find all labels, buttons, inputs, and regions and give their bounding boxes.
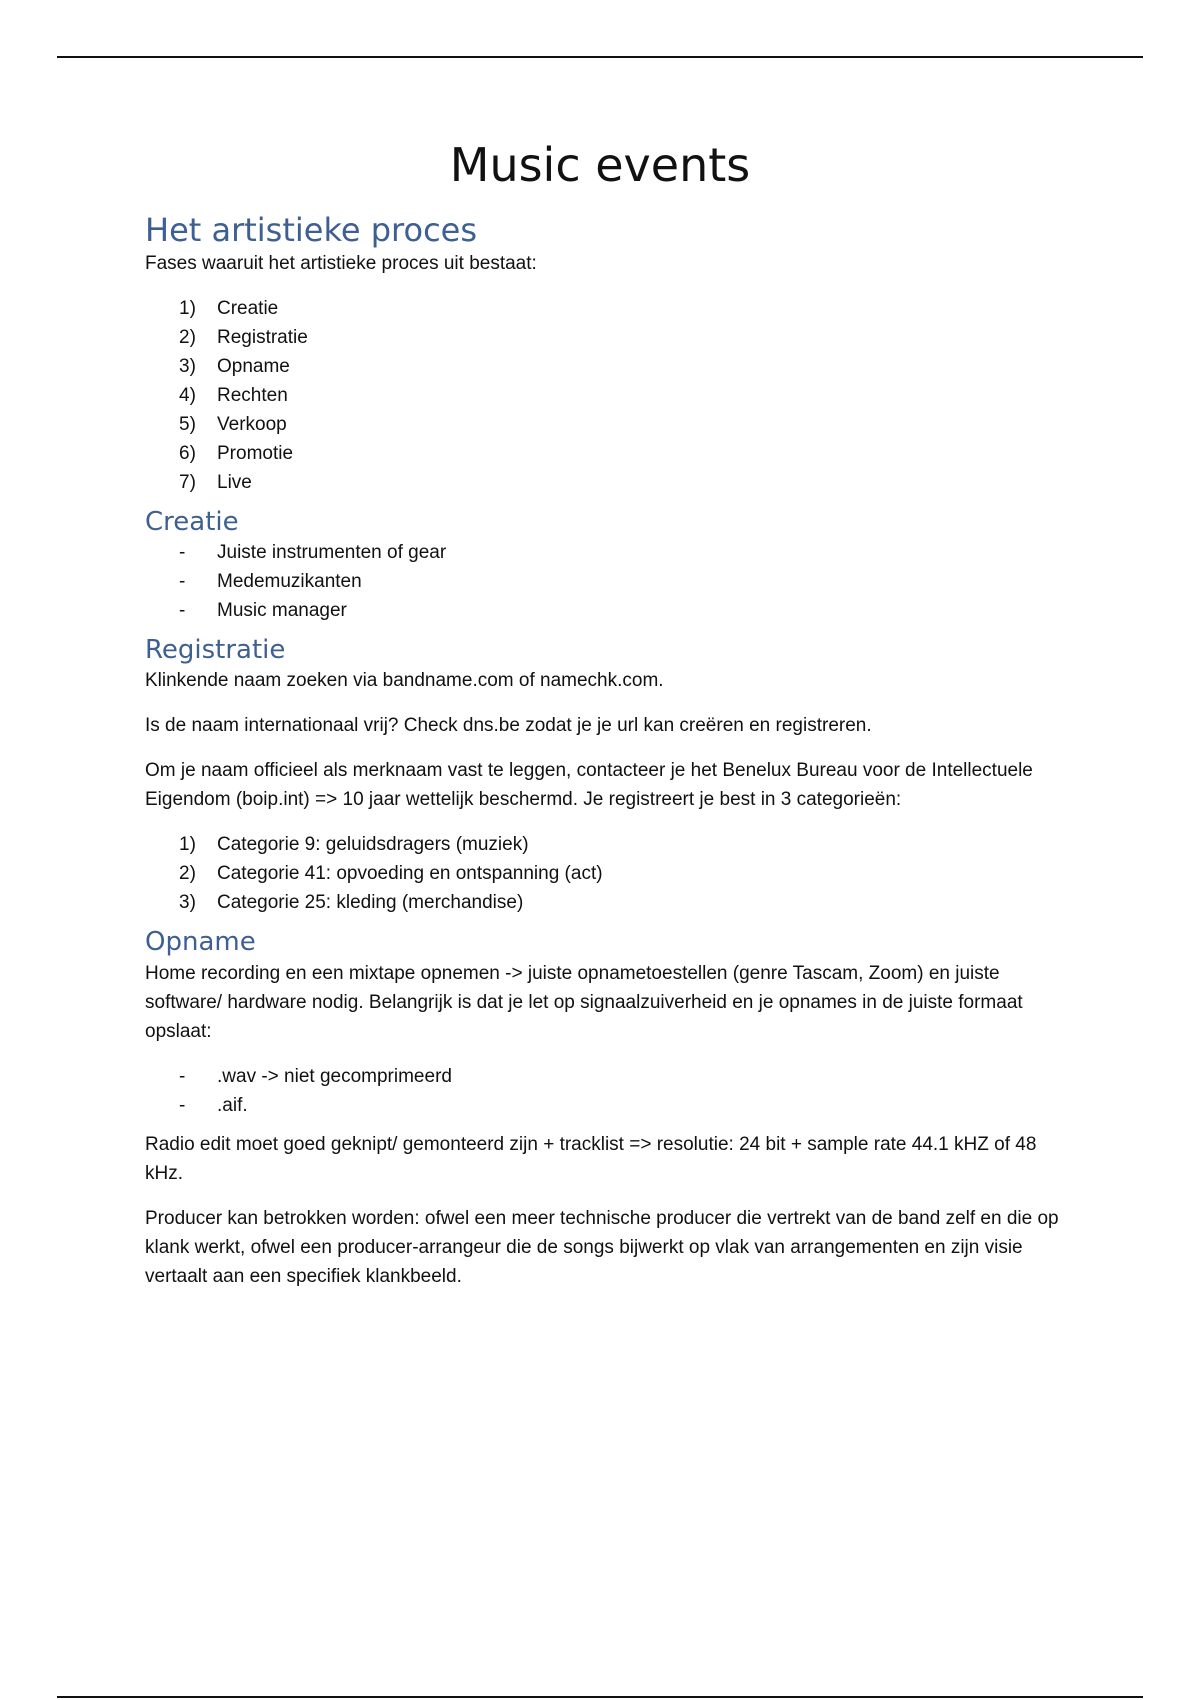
page-title: Music events <box>449 138 751 192</box>
list-item: 2) Categorie 41: opvoeding en ontspanning (act) <box>179 863 603 885</box>
footer-rule <box>57 1696 1143 1698</box>
list-item: 3) Categorie 25: kleding (merchandise) <box>179 892 524 914</box>
header-rule <box>57 56 1143 58</box>
list-item: - Juiste instrumenten of gear <box>179 542 447 564</box>
opname-paragraph: Producer kan betrokken worden: ofwel een meer technische producer die vertrekt van de band zelf en die op klank werkt, ofwel een producer-arrangeur die de songs bijwerkt op vlak van arrangementen en zijn visie vertaalt aan een specifiek klankbeeld. <box>145 1207 1059 1287</box>
heading-registratie: Registratie <box>145 635 286 666</box>
heading-artistieke-proces: Het artistieke proces <box>145 210 478 249</box>
document-body <box>145 140 1065 1307</box>
registratie-paragraph: Is de naam internationaal vrij? Check dns.be zodat je je url kan creëren en registreren. <box>145 715 872 737</box>
list-item: 5) Verkoop <box>179 413 287 435</box>
list-item: - .wav -> niet gecomprimeerd <box>179 1065 452 1087</box>
list-item: - Music manager <box>179 600 347 622</box>
list-item: 2) Registratie <box>179 326 308 348</box>
phases-list <box>145 294 1065 497</box>
list-item: 1) Categorie 9: geluidsdragers (muziek) <box>179 834 529 856</box>
opname-paragraph: Radio edit moet goed geknipt/ gemonteerd zijn + tracklist => resolutie: 24 bit + sample rate 44.1 kHZ of 48 kHz. <box>145 1133 1037 1184</box>
intro-text: Fases waaruit het artistieke proces uit bestaat: <box>145 252 537 274</box>
categories-list <box>145 830 1065 917</box>
list-item: 4) Rechten <box>179 384 288 406</box>
creatie-list <box>145 538 1065 625</box>
formats-list <box>145 1062 1065 1120</box>
opname-paragraph: Home recording en een mixtape opnemen -> juiste opnametoestellen (genre Tascam, Zoom) en juiste software/ hardware nodig. Belangrijk is dat je let op signaalzuiverheid en je opnames in de juiste formaat opslaat: <box>145 962 1023 1042</box>
list-item: 6) Promotie <box>179 442 294 464</box>
heading-opname: Opname <box>145 927 256 958</box>
list-item: - Medemuzikanten <box>179 571 362 593</box>
list-item: 7) Live <box>179 471 252 493</box>
list-item: 1) Creatie <box>179 297 279 319</box>
heading-creatie: Creatie <box>145 506 239 537</box>
registratie-paragraph: Om je naam officieel als merknaam vast te leggen, contacteer je het Benelux Bureau voor de Intellectuele Eigendom (boip.int) => 10 jaar wettelijk beschermd. Je registreert je best in 3 categorieën: <box>145 760 1033 811</box>
registratie-paragraph: Klinkende naam zoeken via bandname.com of namechk.com. <box>145 670 664 692</box>
list-item: - .aif. <box>179 1094 248 1116</box>
list-item: 3) Opname <box>179 355 290 377</box>
